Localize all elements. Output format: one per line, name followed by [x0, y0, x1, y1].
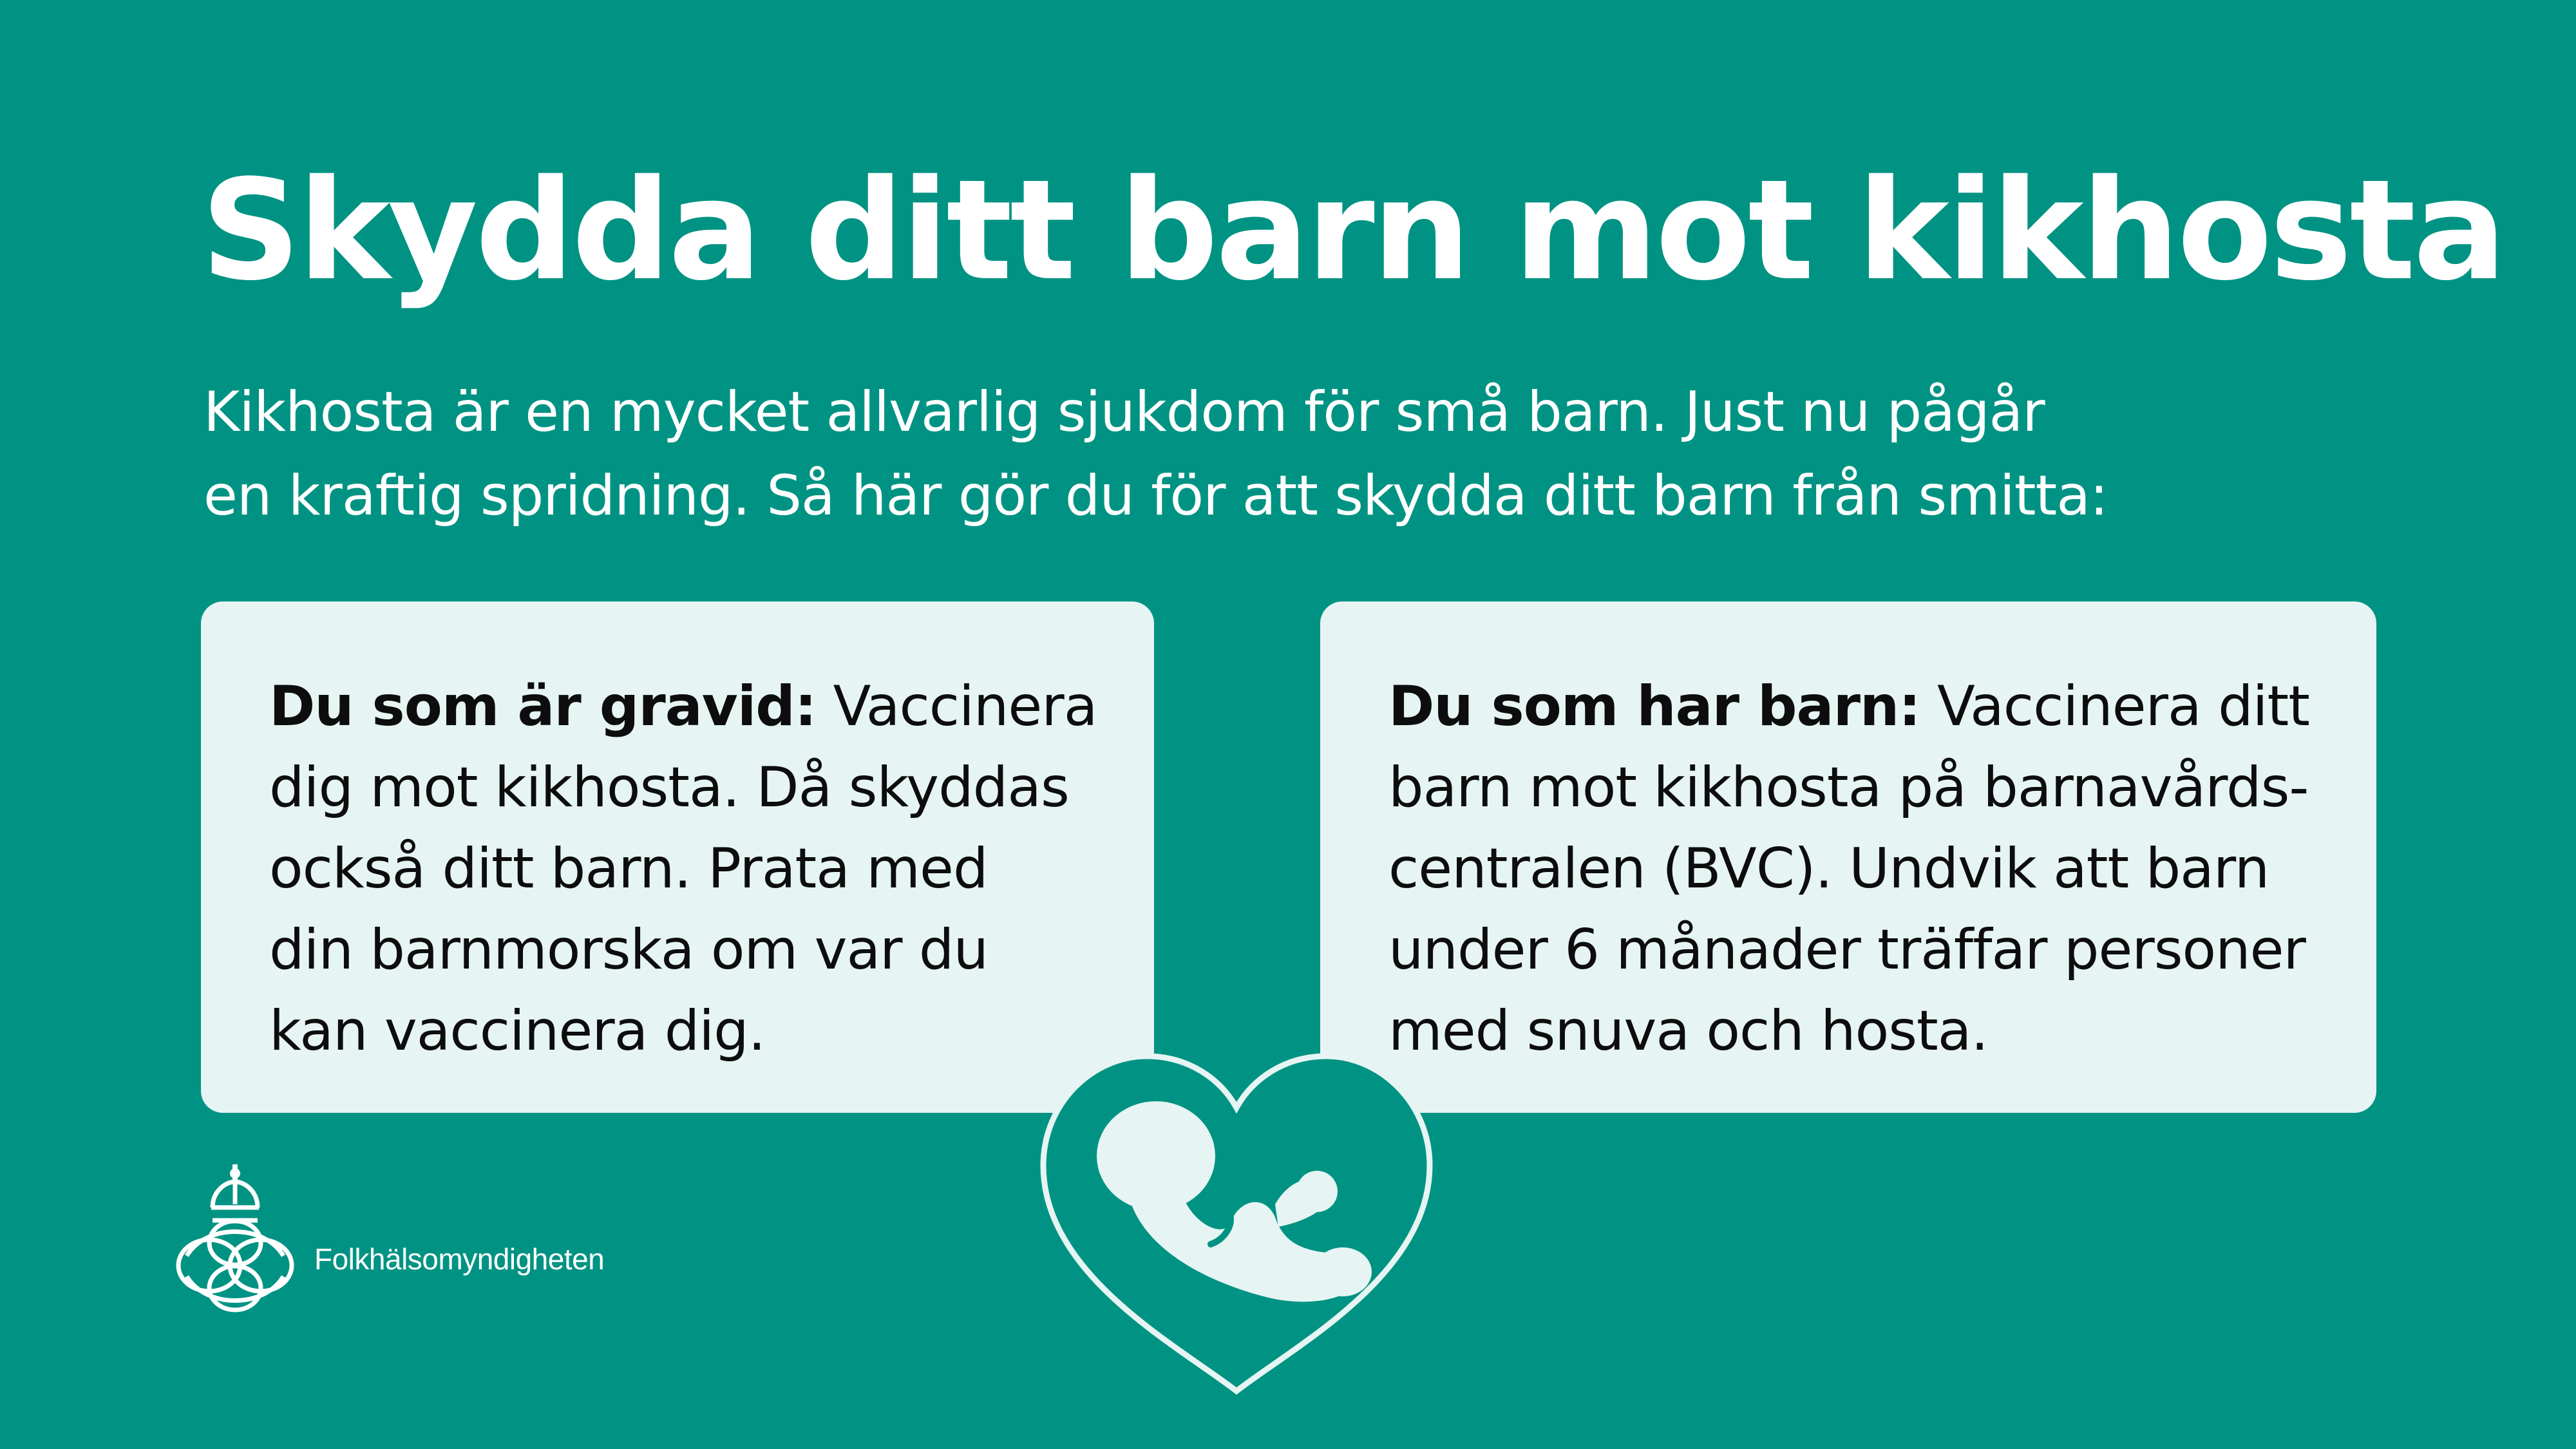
- card-line: dig mot kikhosta. Då skyddas: [269, 755, 1069, 820]
- card-line: också ditt barn. Prata med: [269, 837, 988, 901]
- card-line: [1388, 666, 2376, 747]
- card-line: [269, 666, 1154, 747]
- card-line: centralen (BVC). Undvik att barn: [1388, 837, 2269, 901]
- organization-name: Folkhälsomyndigheten: [314, 1242, 605, 1276]
- card-line: under 6 månader träffar personer: [1388, 918, 2306, 982]
- page-title: Skydda ditt barn mot kikhosta: [201, 149, 2505, 311]
- card-heading: Du som har barn:: [1388, 674, 1920, 739]
- card-line: kan vaccinera dig.: [269, 999, 766, 1063]
- intro-line: en kraftig spridning. Så här gör du för att skydda ditt barn från smitta:: [204, 464, 2108, 528]
- card-text: Vaccinera ditt: [1937, 674, 2310, 739]
- pregnant-info-card: [201, 601, 1154, 1113]
- intro-text: [204, 370, 2136, 538]
- card-line: din barnmorska om var du: [269, 918, 988, 982]
- card-line: med snuva och hosta.: [1388, 999, 1988, 1063]
- crown-knot-logo-icon: [161, 1159, 309, 1320]
- intro-line: Kikhosta är en mycket allvarlig sjukdom för små barn. Just nu pågår: [204, 380, 2045, 444]
- card-heading: Du som är gravid:: [269, 674, 817, 739]
- card-text: Vaccinera: [833, 674, 1097, 739]
- parent-info-card: [1320, 601, 2376, 1113]
- card-line: barn mot kikhosta på barnavårds-: [1388, 755, 2309, 820]
- heart-baby-icon: [1018, 1043, 1455, 1404]
